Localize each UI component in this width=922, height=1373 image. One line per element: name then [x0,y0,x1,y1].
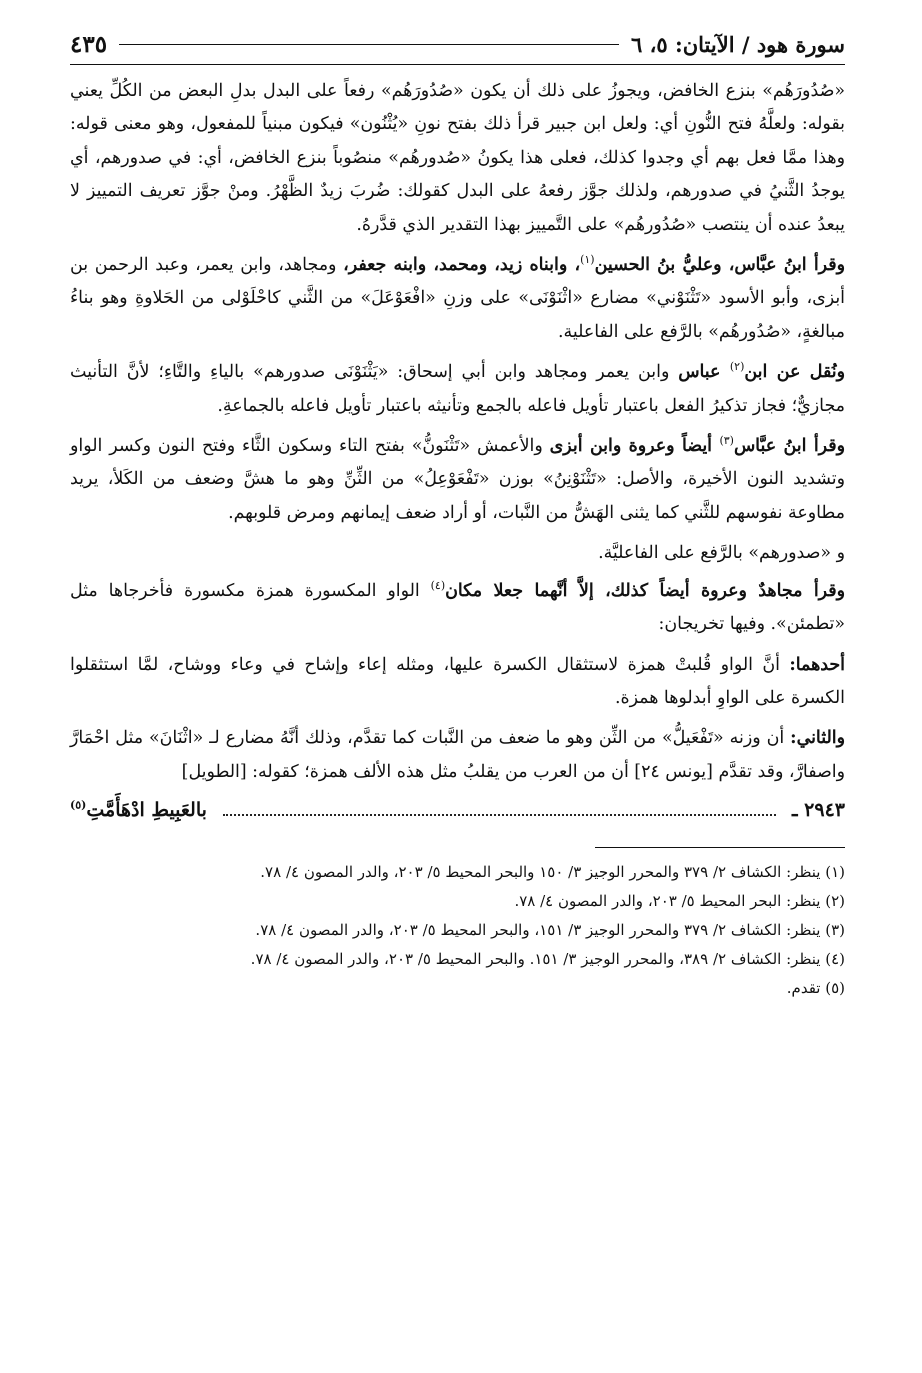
verse-text: بالعَبِيطِ ادْهَأَمَّتِ$^{(٥)}$ [70,798,207,822]
paragraph-2: وقرأ ابنُ عبَّاس، وعليُّ بنُ الحسين$^{(١)}$، وابناه زيد، ومحمد، وابنه جعفر، ومجاهد، وابن يعمر، وعبد الرحمن بن أبزى، وأبو الأسود «تَثْنَوْني» مضارع «اثْنَوْنَى» على وزنِ «افْعَوْعَلَ» من الثَّني كاحْلَوْلى من الحَلاوةِ وهو بناءُ مبالغةٍ، «صُدُورهُم» بالرَّفع على الفاعلية. [70,253,845,342]
page-number: ٤٣٥ [70,30,108,58]
paragraph-6: وقرأ مجاهدٌ وعروة أيضاً كذلك، إلاَّ أنَّهما جعلا مكان$^{(٤)}$ الواو المكسورة همزة مكسورة فأخرجاها مثل «تطمئن». وفيها تخريجان: [70,578,845,635]
running-header [70,24,845,65]
footnote-ref-5[interactable]: (٥) [70,798,87,812]
header-rule [119,44,619,45]
paragraph-3: ونُقل عن ابن$^{(٢)}$ عباس وابن يعمر ومجاهد وابن أبي إسحاق: «يَثْنَوْنَى صدورهم» بالياءِ والتَّاءِ؛ لأنَّ التأنيث مجازيٌّ؛ فجاز تذكيرُ الفعل باعتبار تأويل فاعله بالجمع وتأنيثه باعتبار تأويل فاعله بالجماعةِ. [70,360,845,416]
footnote-2: (٢) ينظر: البحر المحيط ٥/ ٢٠٣، والدر المصون ٤/ ٧٨. [514,892,845,911]
paragraph-7: أحدهما: أنَّ الواو قُلبتْ همزة لاستثقال الكسرة عليها، ومثله إعاء وإشاح في وعاء ووشاح، لمَّا استثقلوا الكسرة على الواوِ أبدلوها همزة. [70,654,845,708]
footnote-3: (٣) ينظر: الكشاف ٢/ ٣٧٩ والمحرر الوجيز ٣/ ١٥١، والبحر المحيط ٥/ ٢٠٣، والدر المصون ٤/ ٧٨. [255,921,845,940]
footnote-5: (٥) تقدم. [786,979,845,998]
footnote-ref-1[interactable]: (١) [580,253,595,267]
poetry-verse [70,799,845,821]
paragraph-4: وقرأ ابنُ عبَّاس$^{(٣)}$ أيضاً وعروة وابن أبزى والأعمش «تَثْنَونُّ» بفتح التاء وسكون الثَّاء وفتح النون وكسر الواو وتشديد النون الأخيرة، والأصل: «تَثْنَوْنِنُ» بوزن «تَفْعَوْعِلُ» من الثِّنِّ وهو ما هشَّ وضعف من الكَلأ، يريد مطاوعة نفوسهم للثَّني كما يثنى الهَشُّ من النَّبات، أو أراد ضعف إيمانهم ومرض قلوبهم. [70,434,845,523]
paragraph-5: و «صدورهم» بالرَّفع على الفاعليَّة. [598,543,845,564]
footnote-4: (٤) ينظر: الكشاف ٢/ ٣٨٩، والمحرر الوجيز ٣/ ١٥١. والبحر المحيط ٥/ ٢٠٣، والدر المصون ٤/ ٧٨. [250,950,845,969]
footnote-1: (١) ينظر: الكشاف ٢/ ٣٧٩ والمحرر الوجيز ٣/ ١٥٠ والبحر المحيط ٥/ ٢٠٣، والدر المصون ٤/ ٧٨. [260,863,845,882]
footnote-ref-3[interactable]: (٣) [719,434,734,448]
book-page [70,24,845,1003]
surah-title: سورة هود / الآيتان: ٥، ٦ [631,31,845,57]
footnote-divider [595,847,845,848]
footnotes [70,858,845,1003]
main-text [70,75,845,821]
footnote-ref-4[interactable]: (٤) [430,578,446,592]
verse-number: ٢٩٤٣ ـ [791,799,845,822]
verse-dots [223,800,776,816]
footnote-ref-2[interactable]: (٢) [729,360,745,374]
paragraph-8: والثاني: أن وزنه «تَفْعَيلُّ» من الثِّن وهو ما ضعف من النَّبات كما تقدَّم، وذلك أنَّهُ مضارع لـ «اثْنَانَ» مثل احْمَارَّ واصفارَّ، وقد تقدَّم [يونس ٢٤] أن من العرب من يقلبُ مثل هذه الألف همزة؛ كقوله: [الطويل] [70,728,845,782]
paragraph-1: «صُدُورَهُم» بنزع الخافض، ويجوزُ على ذلك أن يكون «صُدُورَهُم» رفعاً على البدل بدلِ البعض من الكُلِّ يعني بقوله: ولعلَّهُ فتح النُّونِ أي: ولعل ابن جبير قرأ ذلك بفتح نونِ «يُثْنُون» فيكون مبنياً للمفعول، وهو معنى قوله: وهذا ممَّا فعل بهم أي وجدوا كذلك، فعلى هذا يكونُ «صُدورهُم» منصُوباً بنزع الخافض، أي: في صدورهم، أي يوجدُ الثَّنيُ في صدورهم، ولذلك جوَّز رفعهُ على البدل كقولك: ضُربَ زيدٌ الظَّهْرُ. ومنْ جوَّز تعريف التمييز لا يبعدُ عنده أن ينتصب «صُدُورهُم» على التَّمييز بهذا التقدير الذي قدَّرهُ. [70,81,845,235]
